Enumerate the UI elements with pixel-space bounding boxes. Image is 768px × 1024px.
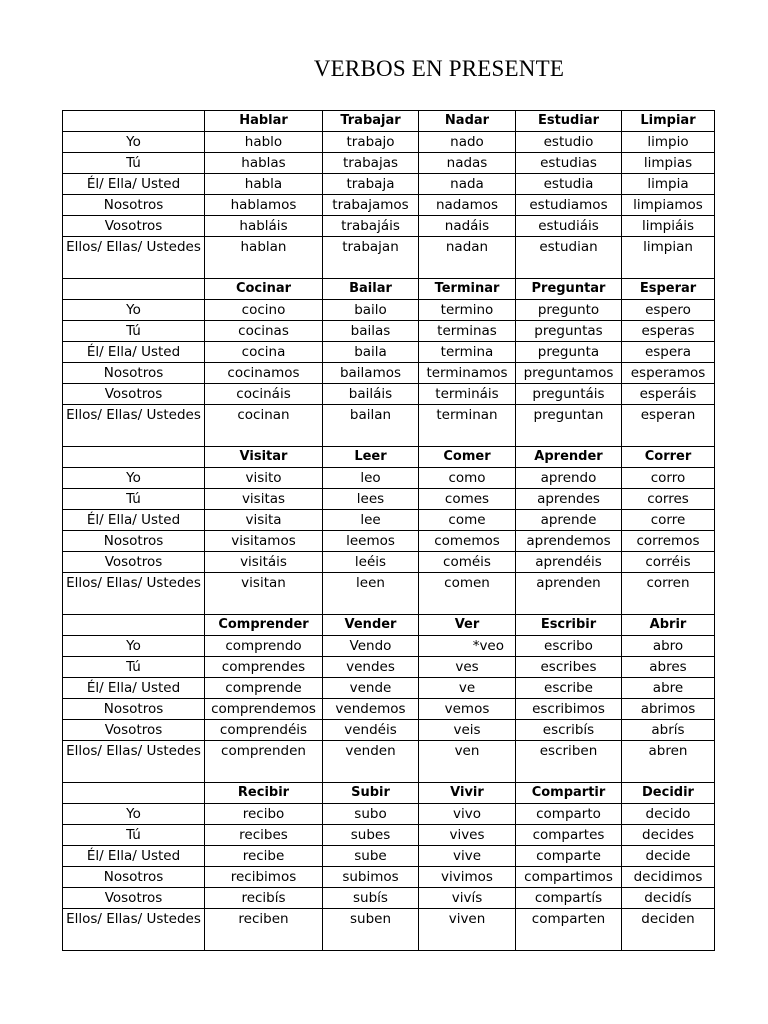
- conjugated-form: visitan: [205, 573, 323, 615]
- conjugation-row: [63, 132, 715, 153]
- conjugated-form: ves: [419, 657, 516, 678]
- conjugated-form: abres: [622, 657, 715, 678]
- conjugated-form: subo: [323, 804, 419, 825]
- conjugation-row: [63, 321, 715, 342]
- pronoun-cell: Tú: [63, 153, 205, 174]
- verb-infinitive: Nadar: [419, 111, 516, 132]
- verb-infinitive: Aprender: [516, 447, 622, 468]
- conjugated-form: cocinan: [205, 405, 323, 447]
- conjugated-form: abrís: [622, 720, 715, 741]
- pronoun-cell: Tú: [63, 825, 205, 846]
- conjugated-form: escribes: [516, 657, 622, 678]
- conjugation-row: [63, 909, 715, 951]
- conjugated-form: comprende: [205, 678, 323, 699]
- verb-infinitive: Limpiar: [622, 111, 715, 132]
- conjugated-form: trabajan: [323, 237, 419, 279]
- verb-conjugation-table: [62, 110, 715, 951]
- verb-header-row: [63, 111, 715, 132]
- conjugated-form: comprendo: [205, 636, 323, 657]
- conjugated-form: come: [419, 510, 516, 531]
- conjugation-row: [63, 720, 715, 741]
- conjugation-row: [63, 384, 715, 405]
- conjugated-form: decides: [622, 825, 715, 846]
- conjugated-form: aprendes: [516, 489, 622, 510]
- verb-header-row: [63, 615, 715, 636]
- conjugated-form: vivo: [419, 804, 516, 825]
- conjugated-form: comes: [419, 489, 516, 510]
- conjugated-form: bailamos: [323, 363, 419, 384]
- verb-infinitive: Cocinar: [205, 279, 323, 300]
- conjugated-form: esperamos: [622, 363, 715, 384]
- conjugated-form: estudio: [516, 132, 622, 153]
- verb-infinitive: Bailar: [323, 279, 419, 300]
- conjugated-form: decidimos: [622, 867, 715, 888]
- conjugated-form: limpias: [622, 153, 715, 174]
- conjugated-form: trabaja: [323, 174, 419, 195]
- pronoun-cell: Vosotros: [63, 888, 205, 909]
- conjugated-form: leéis: [323, 552, 419, 573]
- pronoun-cell: Él/ Ella/ Usted: [63, 678, 205, 699]
- conjugation-row: [63, 678, 715, 699]
- verb-infinitive: Preguntar: [516, 279, 622, 300]
- header-blank-cell: [63, 783, 205, 804]
- conjugated-form: comprendéis: [205, 720, 323, 741]
- conjugated-form: trabajas: [323, 153, 419, 174]
- verb-infinitive: Comer: [419, 447, 516, 468]
- pronoun-cell: Ellos/ Ellas/ Ustedes: [63, 237, 205, 279]
- pronoun-cell: Yo: [63, 804, 205, 825]
- verb-header-row: [63, 447, 715, 468]
- conjugated-form: comprenden: [205, 741, 323, 783]
- verb-infinitive: Leer: [323, 447, 419, 468]
- pronoun-cell: Yo: [63, 132, 205, 153]
- conjugated-form: hablas: [205, 153, 323, 174]
- conjugated-form: decido: [622, 804, 715, 825]
- conjugated-form: subís: [323, 888, 419, 909]
- conjugated-form: veis: [419, 720, 516, 741]
- conjugated-form: cocinamos: [205, 363, 323, 384]
- conjugated-form: decidís: [622, 888, 715, 909]
- conjugated-form: nado: [419, 132, 516, 153]
- conjugated-form: visitas: [205, 489, 323, 510]
- conjugation-row: [63, 489, 715, 510]
- conjugation-row: [63, 636, 715, 657]
- pronoun-cell: Vosotros: [63, 216, 205, 237]
- conjugated-form: vives: [419, 825, 516, 846]
- conjugated-form: nadáis: [419, 216, 516, 237]
- conjugated-form: recibís: [205, 888, 323, 909]
- conjugated-form: abro: [622, 636, 715, 657]
- conjugated-form: baila: [323, 342, 419, 363]
- conjugated-form: abre: [622, 678, 715, 699]
- conjugated-form: hablo: [205, 132, 323, 153]
- conjugation-row: [63, 888, 715, 909]
- pronoun-cell: Yo: [63, 468, 205, 489]
- conjugated-form: terminamos: [419, 363, 516, 384]
- conjugated-form: subimos: [323, 867, 419, 888]
- conjugated-form: bailo: [323, 300, 419, 321]
- conjugated-form: corréis: [622, 552, 715, 573]
- conjugated-form: vivimos: [419, 867, 516, 888]
- conjugation-row: [63, 867, 715, 888]
- conjugated-form: subes: [323, 825, 419, 846]
- pronoun-cell: Él/ Ella/ Usted: [63, 846, 205, 867]
- conjugated-form: comprendemos: [205, 699, 323, 720]
- conjugated-form: preguntan: [516, 405, 622, 447]
- conjugated-form: venden: [323, 741, 419, 783]
- conjugated-form: aprendemos: [516, 531, 622, 552]
- conjugation-row: [63, 741, 715, 783]
- conjugated-form: reciben: [205, 909, 323, 951]
- conjugated-form: bailas: [323, 321, 419, 342]
- conjugated-form: limpiamos: [622, 195, 715, 216]
- conjugation-row: [63, 699, 715, 720]
- conjugated-form: nadamos: [419, 195, 516, 216]
- pronoun-cell: Yo: [63, 636, 205, 657]
- verb-infinitive: Esperar: [622, 279, 715, 300]
- conjugated-form: nadan: [419, 237, 516, 279]
- pronoun-cell: Nosotros: [63, 867, 205, 888]
- pronoun-cell: Vosotros: [63, 720, 205, 741]
- conjugated-form: deciden: [622, 909, 715, 951]
- verb-header-row: [63, 783, 715, 804]
- header-blank-cell: [63, 279, 205, 300]
- conjugated-form: aprendo: [516, 468, 622, 489]
- conjugated-form: escribe: [516, 678, 622, 699]
- conjugated-form: hablamos: [205, 195, 323, 216]
- conjugated-form: esperáis: [622, 384, 715, 405]
- conjugated-form: recibimos: [205, 867, 323, 888]
- conjugated-form: lees: [323, 489, 419, 510]
- conjugated-form: limpian: [622, 237, 715, 279]
- conjugated-form: espero: [622, 300, 715, 321]
- pronoun-cell: Ellos/ Ellas/ Ustedes: [63, 909, 205, 951]
- conjugated-form: esperas: [622, 321, 715, 342]
- conjugated-form: recibe: [205, 846, 323, 867]
- verb-infinitive: Escribir: [516, 615, 622, 636]
- pronoun-cell: Nosotros: [63, 195, 205, 216]
- conjugation-row: [63, 216, 715, 237]
- conjugated-form: aprende: [516, 510, 622, 531]
- conjugated-form: trabajo: [323, 132, 419, 153]
- conjugated-form: termináis: [419, 384, 516, 405]
- pronoun-cell: Él/ Ella/ Usted: [63, 342, 205, 363]
- conjugated-form: suben: [323, 909, 419, 951]
- conjugated-form: bailan: [323, 405, 419, 447]
- conjugated-form: aprendéis: [516, 552, 622, 573]
- conjugated-form: comparten: [516, 909, 622, 951]
- verb-header-row: [63, 279, 715, 300]
- conjugation-row: [63, 468, 715, 489]
- conjugated-form: comprendes: [205, 657, 323, 678]
- conjugated-form: visitáis: [205, 552, 323, 573]
- verb-infinitive: Vivir: [419, 783, 516, 804]
- pronoun-cell: Él/ Ella/ Usted: [63, 174, 205, 195]
- conjugated-form: esperan: [622, 405, 715, 447]
- conjugated-form: corro: [622, 468, 715, 489]
- header-blank-cell: [63, 615, 205, 636]
- conjugation-row: [63, 405, 715, 447]
- header-blank-cell: [63, 111, 205, 132]
- conjugated-form: escribimos: [516, 699, 622, 720]
- conjugated-form: preguntáis: [516, 384, 622, 405]
- pronoun-cell: Ellos/ Ellas/ Ustedes: [63, 573, 205, 615]
- conjugated-form: decide: [622, 846, 715, 867]
- conjugation-row: [63, 363, 715, 384]
- conjugated-form: cocináis: [205, 384, 323, 405]
- conjugated-form: aprenden: [516, 573, 622, 615]
- conjugated-form: termino: [419, 300, 516, 321]
- conjugated-form: Vendo: [323, 636, 419, 657]
- irregular-form: *veo: [472, 638, 504, 654]
- conjugated-form: vendes: [323, 657, 419, 678]
- header-blank-cell: [63, 447, 205, 468]
- conjugated-form: leemos: [323, 531, 419, 552]
- conjugated-form: nadas: [419, 153, 516, 174]
- conjugation-row: [63, 174, 715, 195]
- conjugated-form: ve: [419, 678, 516, 699]
- conjugated-form: ven: [419, 741, 516, 783]
- conjugated-form: lee: [323, 510, 419, 531]
- verb-infinitive: Recibir: [205, 783, 323, 804]
- conjugated-form: escribís: [516, 720, 622, 741]
- conjugated-form: leo: [323, 468, 419, 489]
- verb-infinitive: Subir: [323, 783, 419, 804]
- conjugated-form: limpiáis: [622, 216, 715, 237]
- irregular-form-cell: [419, 636, 516, 657]
- conjugated-form: visito: [205, 468, 323, 489]
- verb-infinitive: Decidir: [622, 783, 715, 804]
- verb-infinitive: Comprender: [205, 615, 323, 636]
- conjugated-form: pregunto: [516, 300, 622, 321]
- conjugated-form: abrimos: [622, 699, 715, 720]
- pronoun-cell: Vosotros: [63, 552, 205, 573]
- pronoun-cell: Nosotros: [63, 363, 205, 384]
- conjugated-form: cocinas: [205, 321, 323, 342]
- conjugated-form: recibes: [205, 825, 323, 846]
- conjugated-form: leen: [323, 573, 419, 615]
- conjugated-form: vendéis: [323, 720, 419, 741]
- pronoun-cell: Nosotros: [63, 531, 205, 552]
- conjugated-form: terminas: [419, 321, 516, 342]
- conjugated-form: estudiamos: [516, 195, 622, 216]
- verb-infinitive: Visitar: [205, 447, 323, 468]
- pronoun-cell: Ellos/ Ellas/ Ustedes: [63, 405, 205, 447]
- pronoun-cell: Nosotros: [63, 699, 205, 720]
- conjugated-form: escribo: [516, 636, 622, 657]
- conjugated-form: vende: [323, 678, 419, 699]
- pronoun-cell: Ellos/ Ellas/ Ustedes: [63, 741, 205, 783]
- conjugated-form: trabajáis: [323, 216, 419, 237]
- pronoun-cell: Tú: [63, 321, 205, 342]
- conjugated-form: escriben: [516, 741, 622, 783]
- conjugated-form: sube: [323, 846, 419, 867]
- conjugated-form: trabajamos: [323, 195, 419, 216]
- conjugated-form: corren: [622, 573, 715, 615]
- conjugated-form: habla: [205, 174, 323, 195]
- conjugated-form: bailáis: [323, 384, 419, 405]
- conjugated-form: compartes: [516, 825, 622, 846]
- conjugation-row: [63, 573, 715, 615]
- conjugated-form: comparte: [516, 846, 622, 867]
- conjugated-form: como: [419, 468, 516, 489]
- conjugation-row: [63, 531, 715, 552]
- conjugated-form: limpio: [622, 132, 715, 153]
- conjugated-form: vive: [419, 846, 516, 867]
- conjugation-row: [63, 804, 715, 825]
- conjugation-row: [63, 300, 715, 321]
- conjugated-form: abren: [622, 741, 715, 783]
- conjugated-form: viven: [419, 909, 516, 951]
- conjugated-form: recibo: [205, 804, 323, 825]
- conjugated-form: estudia: [516, 174, 622, 195]
- verb-infinitive: Trabajar: [323, 111, 419, 132]
- conjugated-form: habláis: [205, 216, 323, 237]
- conjugation-row: [63, 195, 715, 216]
- conjugated-form: pregunta: [516, 342, 622, 363]
- conjugated-form: estudiáis: [516, 216, 622, 237]
- conjugation-row: [63, 825, 715, 846]
- conjugated-form: corremos: [622, 531, 715, 552]
- conjugated-form: comparto: [516, 804, 622, 825]
- conjugated-form: cocina: [205, 342, 323, 363]
- conjugated-form: nada: [419, 174, 516, 195]
- conjugated-form: cocino: [205, 300, 323, 321]
- verb-infinitive: Terminar: [419, 279, 516, 300]
- conjugated-form: hablan: [205, 237, 323, 279]
- conjugated-form: compartís: [516, 888, 622, 909]
- conjugated-form: estudian: [516, 237, 622, 279]
- conjugation-row: [63, 510, 715, 531]
- pronoun-cell: Vosotros: [63, 384, 205, 405]
- verb-infinitive: Vender: [323, 615, 419, 636]
- verb-infinitive: Compartir: [516, 783, 622, 804]
- verb-infinitive: Correr: [622, 447, 715, 468]
- conjugated-form: coméis: [419, 552, 516, 573]
- pronoun-cell: Él/ Ella/ Usted: [63, 510, 205, 531]
- conjugated-form: corre: [622, 510, 715, 531]
- pronoun-cell: Tú: [63, 657, 205, 678]
- conjugated-form: preguntamos: [516, 363, 622, 384]
- conjugated-form: visita: [205, 510, 323, 531]
- pronoun-cell: Tú: [63, 489, 205, 510]
- page-title: VERBOS EN PRESENTE: [313, 56, 565, 81]
- verb-infinitive: Estudiar: [516, 111, 622, 132]
- conjugated-form: preguntas: [516, 321, 622, 342]
- conjugated-form: vemos: [419, 699, 516, 720]
- conjugated-form: vendemos: [323, 699, 419, 720]
- conjugated-form: corres: [622, 489, 715, 510]
- verb-infinitive: Abrir: [622, 615, 715, 636]
- conjugated-form: vivís: [419, 888, 516, 909]
- conjugated-form: estudias: [516, 153, 622, 174]
- conjugation-row: [63, 846, 715, 867]
- conjugated-form: terminan: [419, 405, 516, 447]
- conjugated-form: visitamos: [205, 531, 323, 552]
- verb-infinitive: Ver: [419, 615, 516, 636]
- conjugation-row: [63, 237, 715, 279]
- conjugation-row: [63, 153, 715, 174]
- conjugated-form: limpia: [622, 174, 715, 195]
- conjugation-row: [63, 657, 715, 678]
- conjugation-row: [63, 552, 715, 573]
- conjugated-form: comemos: [419, 531, 516, 552]
- conjugation-row: [63, 342, 715, 363]
- conjugated-form: espera: [622, 342, 715, 363]
- conjugated-form: termina: [419, 342, 516, 363]
- pronoun-cell: Yo: [63, 300, 205, 321]
- conjugated-form: comen: [419, 573, 516, 615]
- verb-infinitive: Hablar: [205, 111, 323, 132]
- conjugated-form: compartimos: [516, 867, 622, 888]
